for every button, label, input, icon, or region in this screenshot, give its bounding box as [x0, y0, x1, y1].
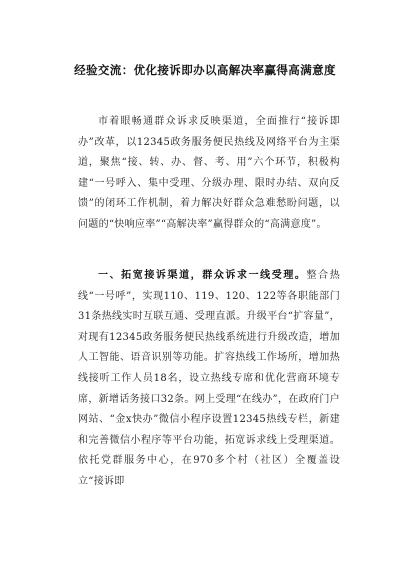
section-1-body: 整合热线“一号呼”，实现110、119、120、122等各职能部门31条热线实时互联互通、受理直派。升级平台“扩容量”，对现有12345政务服务便民热线系统进行升级改造，增加人工智能、语音识别等功能。扩容热线工作场所，增加热线接听工作人员18名，设立热线专席和优化营商环境专席，新增话务接口32条。网上受理“在线办”，在政府门户网站、“金x快办”微信小程序设置12345热线专栏，新建和完善微信小程序等平台功能，拓宽诉求线上受理渠道。依托党群服务中心，在970多个村（社区）全覆盖设立“接诉即: [78, 270, 341, 487]
intro-paragraph: 市着眼畅通群众诉求反映渠道，全面推行“接诉即办”改革，以12345政务服务便民热线及网络平台为主渠道，聚焦“接、转、办、督、考、用”六个环节，积极构建“一号呼入、集中受理、分级办理、限时办结、双向反馈”的闭环工作机制，着力解决好群众急难愁盼问题，以问题的“快响应率”“高解决率”赢得群众的“高满意度”。: [78, 116, 340, 230]
document-title: 经验交流：优化接诉即办以高解决率赢得高满意度: [74, 63, 336, 77]
section-1-heading: 一、拓宽接诉渠道，群众诉求一线受理。: [98, 270, 307, 281]
section-1-paragraph: [78, 266, 340, 493]
